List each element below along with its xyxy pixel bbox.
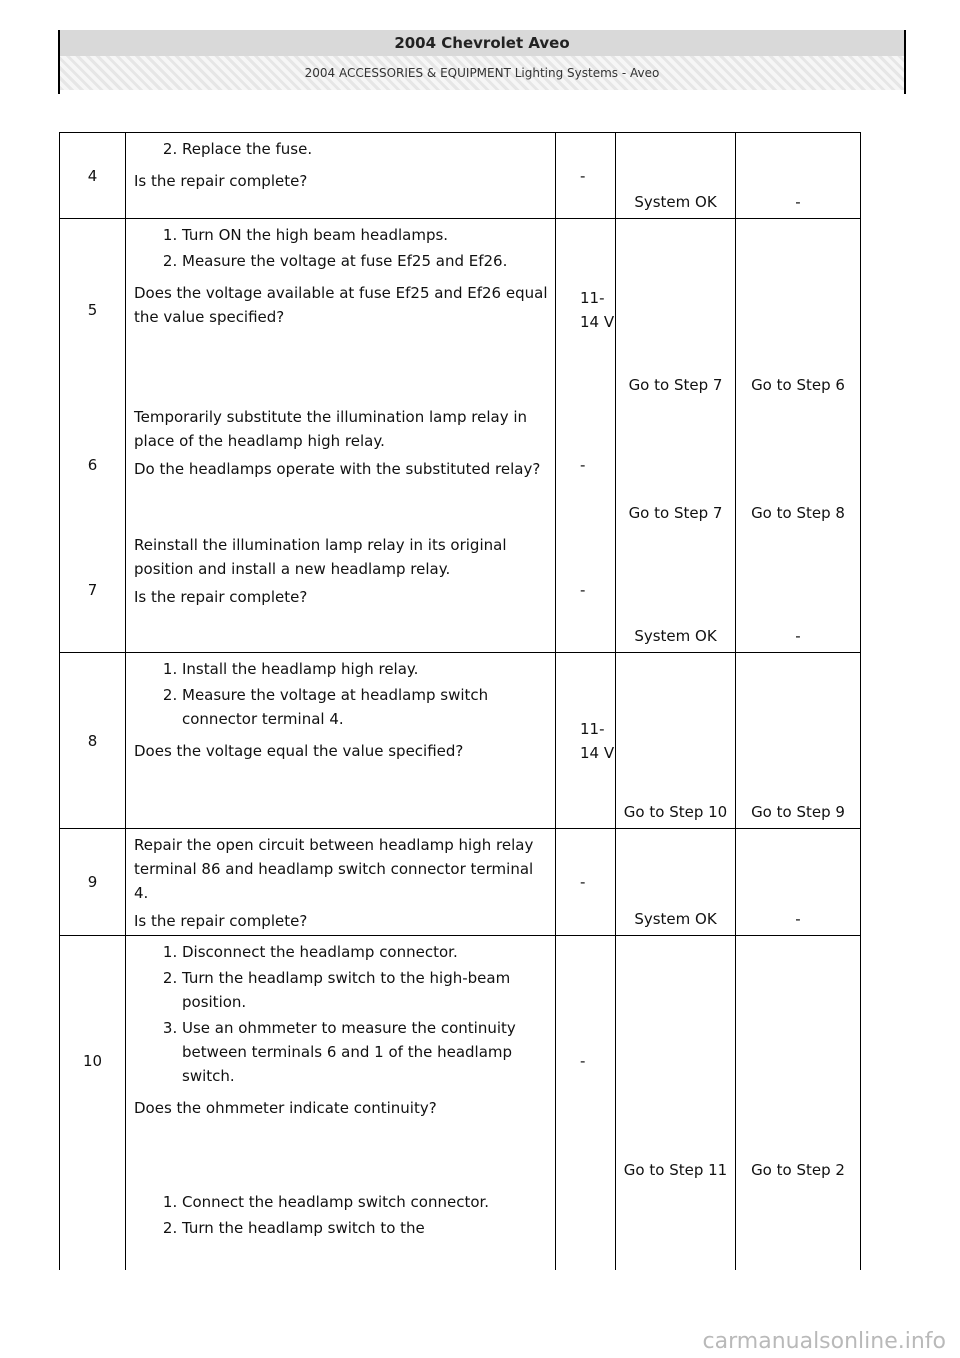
step-question: Does the ohmmeter indicate continuity? [134,1099,437,1117]
diagnostic-table [59,132,861,1270]
action-item: 2. Measure the voltage at headlamp switch connector terminal 4. [182,683,549,731]
table-row [60,133,861,219]
step-number: 10 [60,936,126,1186]
step-number: 6 [60,401,126,529]
no-result [736,1186,861,1270]
action-item: 1. Turn ON the high beam headlamps. [182,223,549,247]
action-list [134,940,549,1088]
no-result: Go to Step 8 [736,401,861,529]
action-text: Reinstall the illumination lamp relay in its original position and install a new headlamp relay. [134,535,507,578]
action-item: 2. Turn the headlamp switch to the high-beam position. [182,966,549,1014]
no-result: - [736,529,861,653]
spec-value [556,1186,616,1270]
action-item: 2. Turn the headlamp switch to the [182,1216,549,1240]
no-result: - [736,133,861,219]
action-item: 3. Use an ohmmeter to measure the continuity between terminals 6 and 1 of the headlamp switch. [182,1016,549,1088]
spec-value: 11-14 V [556,219,616,401]
spec-value: - [556,529,616,653]
yes-result: System OK [616,529,736,653]
document-title: 2004 Chevrolet Aveo [60,30,904,56]
spec-value: - [556,133,616,219]
table-row [60,1186,861,1270]
table-row [60,219,861,401]
step-question: Do the headlamps operate with the substituted relay? [134,459,541,478]
watermark: carmanualsonline.info [702,1329,946,1354]
yes-result: Go to Step 11 [616,936,736,1186]
diagnostic-table-body [60,133,861,1270]
step-action [126,1186,556,1270]
spec-value: - [556,401,616,529]
action-list [134,137,549,161]
no-result: - [736,829,861,936]
action-item: 1. Disconnect the headlamp connector. [182,940,549,964]
step-question: Does the voltage available at fuse Ef25 and Ef26 equal the value specified? [134,284,548,326]
table-row [60,829,861,936]
action-item: 1. Connect the headlamp switch connector. [182,1190,549,1214]
yes-result: System OK [616,133,736,219]
no-result: Go to Step 2 [736,936,861,1186]
step-action [126,529,556,653]
step-number: 7 [60,529,126,653]
action-text: Temporarily substitute the illumination lamp relay in place of the headlamp high relay. [134,407,528,450]
step-action [126,936,556,1186]
table-row [60,401,861,529]
table-row [60,936,861,1186]
yes-result: Go to Step 7 [616,219,736,401]
step-action [126,133,556,219]
spec-value: 11-14 V [556,653,616,829]
action-list [134,657,549,731]
step-question: Is the repair complete? [134,912,308,930]
action-item: 2. Measure the voltage at fuse Ef25 and Ef26. [182,249,549,273]
step-action [126,653,556,829]
no-result: Go to Step 6 [736,219,861,401]
page-header [58,30,906,94]
step-action [126,401,556,529]
table-row [60,653,861,829]
spec-value: - [556,936,616,1186]
table-row [60,529,861,653]
step-number: 5 [60,219,126,401]
step-number: 4 [60,133,126,219]
step-number: 8 [60,653,126,829]
step-number [60,1186,126,1270]
yes-result: Go to Step 10 [616,653,736,829]
step-action [126,829,556,936]
yes-result [616,1186,736,1270]
step-question: Is the repair complete? [134,587,308,606]
step-question: Does the voltage equal the value specified? [134,742,464,760]
action-item: 2. Replace the fuse. [182,137,549,161]
action-list [134,223,549,273]
yes-result: Go to Step 7 [616,401,736,529]
no-result: Go to Step 9 [736,653,861,829]
action-item: 1. Install the headlamp high relay. [182,657,549,681]
action-list [134,1190,549,1240]
step-action [126,219,556,401]
yes-result: System OK [616,829,736,936]
step-number: 9 [60,829,126,936]
spec-value: - [556,829,616,936]
step-question: Is the repair complete? [134,172,308,190]
action-text: Repair the open circuit between headlamp high relay terminal 86 and headlamp switch connector terminal 4. [134,836,534,902]
document-subtitle: 2004 ACCESSORIES & EQUIPMENT Lighting Systems - Aveo [60,56,904,90]
